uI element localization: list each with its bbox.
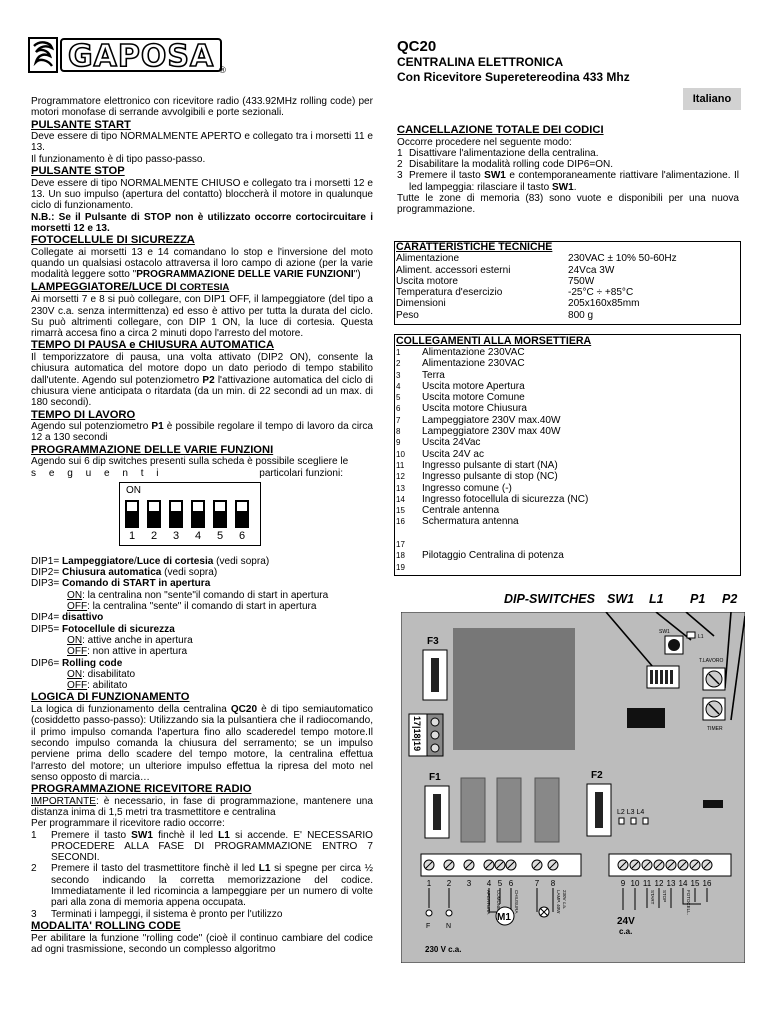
tech-key: Dimensioni <box>396 298 446 310</box>
terminal-description: Uscita motore Chiusura <box>422 403 527 415</box>
c3e: . <box>573 181 577 193</box>
dip5-prefix: DIP5= <box>31 623 62 635</box>
terminal-board-number: 12 <box>654 879 664 888</box>
tech-specs-box <box>394 241 741 325</box>
pausa-text-c: l'attivazione automatica del ciclo di chiusura viene anticipata o ritardata (da un min. di 22 secondi ad un max. di 180 secondi). <box>31 374 373 409</box>
callout-p2: P2 <box>722 592 738 606</box>
dip-num-2: 2 <box>150 529 158 542</box>
terminal-row <box>395 437 740 448</box>
terminal-row <box>395 516 740 527</box>
dip-num-4: 4 <box>194 529 202 542</box>
c3d: SW1 <box>551 181 574 193</box>
terminal-number: 6 <box>396 404 401 414</box>
tech-row <box>395 287 740 298</box>
r2c: si spegne per circa ½ secondo indicando la corretta memorizzazione del codice. Immediatamente il led ricomincia a lampeggiare per un numero di volte pari alla zona di memoria appena occupata. <box>51 863 373 909</box>
terminal-description <box>422 562 740 573</box>
dip-switch-figure <box>119 482 261 546</box>
start-heading: PULSANTE START <box>31 118 131 131</box>
foto-text <box>31 247 373 281</box>
terminal-number: 19 <box>396 562 405 572</box>
tlavoro-label: T.LAVORO <box>699 658 724 664</box>
terminal-description: Terra <box>422 369 445 381</box>
terminal-description: Alimentazione 230VAC <box>422 347 525 358</box>
dip3-on-key: ON <box>67 589 83 601</box>
terminal-description: Alimentazione 230VAC <box>422 358 525 370</box>
terminal-f-dot <box>426 910 432 916</box>
dip5-off <box>31 646 373 657</box>
stop-note: N.B.: Se il Pulsante di STOP non è utilizzato occorre cortocircuitare i morsetti 12 e 13. <box>31 211 373 234</box>
dip5-off-key: OFF <box>67 646 88 658</box>
canc-step-2-num: 2 <box>397 159 403 171</box>
lamp-heading <box>31 281 373 295</box>
terminal-description <box>422 539 740 550</box>
dip3-prefix: DIP3= <box>31 578 62 590</box>
lavoro-heading: TEMPO DI LAVORO <box>31 408 136 421</box>
left-column <box>31 96 373 955</box>
terminal-description: Ingresso pulsante di start (NA) <box>422 459 558 471</box>
terminal-row <box>395 494 740 505</box>
terminal-number: 13 <box>396 483 405 493</box>
terminal-description: Pilotaggio Centralina di potenza <box>422 550 564 562</box>
terminal-number: 14 <box>396 494 405 504</box>
dip6-prefix: DIP6= <box>31 657 62 669</box>
radio-intro: Per programmare il ricevitore radio occorre: <box>31 818 225 830</box>
terminal-board-number: 1 <box>426 879 432 888</box>
terminal-connections-box <box>394 334 741 576</box>
terminal-row <box>395 415 740 426</box>
terminal-board-number: 14 <box>678 879 688 888</box>
dip-num-1: 1 <box>128 529 136 542</box>
dip-switch-6 <box>235 500 249 528</box>
logo-graphic <box>28 36 228 74</box>
terminal-row <box>395 505 740 516</box>
fuse-f2 <box>595 792 603 828</box>
radio-heading: PROGRAMMAZIONE RICEVITORE RADIO <box>31 783 252 796</box>
start-text1: Deve essere di tipo NORMALMENTE APERTO e collegato tra i morsetti 11 e 13. <box>31 131 373 154</box>
canc-step-2-text: Disabilitare la modalità rolling code DIP6=ON. <box>409 159 614 171</box>
label-ca: c.a. <box>619 927 633 936</box>
radio-step-2 <box>31 863 373 908</box>
terminal-board-number: 11 <box>642 879 652 888</box>
dip-switch-2 <box>147 500 161 528</box>
dip6-line <box>31 658 373 669</box>
radio-step-2-num: 2 <box>31 863 37 875</box>
terminal-number <box>395 528 422 539</box>
connector-17-19-label: 17|18|19 <box>412 716 422 752</box>
dip-switch-5 <box>213 500 227 528</box>
dip5-line <box>31 624 373 635</box>
r1e: si accende. E' NECESSARIO PROCEDERE ALLA FASE DI PROGRAMMAZIONE ENTRO 7 SECONDI. <box>51 829 373 864</box>
logica-text-a: La logica di funzionamento della centralina <box>31 704 231 716</box>
dip2-suffix: (vedi sopra) <box>161 567 218 579</box>
vlabel-start: START <box>650 890 655 905</box>
c3c: e contemporaneamente riattivare l'alimentazione. Il led lampeggia: rilasciare il tasto <box>409 170 739 193</box>
tech-value: 205x160x85mm <box>568 298 640 310</box>
terminal-board-number: 4 <box>486 879 492 888</box>
r1d: L1 <box>218 829 230 841</box>
dip6-on-value: : disabilitato <box>82 668 136 680</box>
lamp-heading-a: LAMPEGGIATORE/LUCE DI <box>31 280 180 293</box>
start-text2: Il funzionamento è di tipo passo-passo. <box>31 153 206 165</box>
radio-important-text: : è necessario, in fase di programmazione, mantenere una distanza inima di 1,5 metri tra trasmettitore e centralina <box>31 795 373 818</box>
dip1-suffix: (vedi sopra) <box>213 555 270 567</box>
terminal-board-number: 16 <box>702 879 712 888</box>
dip1-name-b: Luce di cortesia <box>136 555 214 567</box>
label-n: N <box>446 923 452 930</box>
language-badge: Italiano <box>683 88 741 110</box>
terminal-row <box>395 392 740 403</box>
model-title: QC20 <box>397 38 437 55</box>
pausa-text-a: Il temporizzatore di pausa, una volta attivato (DIP2 ON), consente la chiusura automatica del motore dopo un dato periodo di tempo stabilito dall'utente. Agendo sul potenziometro <box>31 352 373 386</box>
tech-row <box>395 253 740 264</box>
terminal-description: Uscita 24Vac <box>422 437 481 449</box>
vlabel-lamp2: 230V c.a. <box>562 890 567 910</box>
terminal-description: Ingresso pulsante di stop (NC) <box>422 471 558 483</box>
tech-key: Peso <box>396 309 419 321</box>
terminal-description <box>422 528 740 539</box>
dip-on-label: ON <box>126 484 141 496</box>
fuse-f2-label: F2 <box>591 770 603 781</box>
dip3-name: Comando di START in apertura <box>62 578 211 590</box>
terminal-description: Lampeggiatore 230V max.40W <box>422 414 561 426</box>
terminal-n-dot <box>446 910 452 916</box>
vlabel-apertura: APERTURA <box>486 890 491 915</box>
ic-chip <box>627 708 665 728</box>
vlabel-chiusura: CHIUSURA <box>514 890 519 914</box>
logica-text <box>31 704 373 783</box>
logica-heading: LOGICA DI FUNZIONAMENTO <box>31 691 190 704</box>
timer-label: TIMER <box>707 726 723 732</box>
tech-row <box>395 298 740 309</box>
tech-row <box>395 276 740 287</box>
lamp-text: Ai morsetti 7 e 8 si può collegare, con DIP1 OFF, il lampeggiatore (del tipo a 230V c.a. senza intermittenza) ed esso è attivo per tutta la durata del ciclo. Su può altrimenti collegare, con DIP 1 ON, la luce di cortesia. Questa rimarrà accesa fino a circa 2 minuti dopo l'arresto del motore. <box>31 294 373 340</box>
terminal-row <box>395 358 740 369</box>
dip-switch-1 <box>125 500 139 528</box>
dip3-off-value: : la centralina "sente" il comando di start in apertura <box>87 601 317 613</box>
radio-step-3-text: Terminati i lampeggi, il sistema è pronto per l'utilizzo <box>51 908 283 920</box>
r2a: Premere il tasto del trasmettitore finchè il led <box>51 863 259 875</box>
r1a: Premere il tasto <box>51 829 132 841</box>
lavoro-text <box>31 421 373 444</box>
label-230v: 230 V c.a. <box>425 945 462 954</box>
dip1-name-a: Lampeggiatore <box>62 555 135 567</box>
dip6-off-key: OFF <box>67 680 88 692</box>
vlabel-fotocell: FOTOCELL. <box>686 890 691 915</box>
terminal-board-number: 10 <box>630 879 640 888</box>
prog-text2a: s e g u e n t i <box>31 467 164 479</box>
fuse-f1 <box>433 794 441 830</box>
dip3-off <box>31 601 373 612</box>
dip4-line <box>31 612 373 623</box>
terminal-number: 4 <box>396 381 401 391</box>
terminal-row <box>395 347 740 358</box>
radio-step-3 <box>31 909 373 920</box>
dip6-off-value: : abilitato <box>87 680 128 692</box>
canc-heading: CANCELLAZIONE TOTALE DEI CODICI <box>397 124 604 136</box>
terminal-number: 10 <box>396 449 405 459</box>
fuse-f1-label: F1 <box>429 772 441 783</box>
doc-header <box>397 38 737 85</box>
logo-brand-text: GAPOSA <box>68 39 215 74</box>
foto-text-c: ") <box>353 269 361 281</box>
pausa-text <box>31 352 373 408</box>
terminal-description: Uscita motore Comune <box>422 392 525 404</box>
lavoro-text-b: P1 <box>151 421 164 433</box>
terminal-board-number: 15 <box>690 879 700 888</box>
canc-intro: Occorre procedere nel seguente modo: <box>397 136 572 148</box>
l1-small-label: L1 <box>698 634 704 640</box>
dip6-off <box>31 680 373 691</box>
dip-num-5: 5 <box>216 529 224 542</box>
dip-list <box>31 556 373 692</box>
terminal-board-number: 13 <box>666 879 676 888</box>
relay-1 <box>461 778 485 842</box>
sw1-cap <box>668 639 680 651</box>
right-column <box>397 124 739 216</box>
canc-step-1 <box>397 148 739 159</box>
terminal-description: Uscita 24V ac <box>422 448 484 460</box>
prog-heading: PROGRAMMAZIONE DELLE VARIE FUNZIONI <box>31 443 274 456</box>
tech-value: 750W <box>568 275 595 287</box>
dip2-line <box>31 567 373 578</box>
terminal-description: Schermatura antenna <box>422 516 519 528</box>
dip1-slash: / <box>134 555 137 567</box>
tech-value: 800 g <box>568 309 594 321</box>
dip2-name: Chiusura automatica <box>62 567 162 579</box>
terminal-row <box>395 403 740 414</box>
dip-num-3: 3 <box>172 529 180 542</box>
terminal-board-number: 6 <box>508 879 514 888</box>
led-l4 <box>643 818 648 824</box>
terminal-number: 3 <box>396 370 401 380</box>
dip6-on-key: ON <box>67 668 83 680</box>
lamp-heading-b: CORTESIA <box>179 281 230 293</box>
terminal-number: 2 <box>396 359 401 369</box>
transformer <box>453 628 575 750</box>
logica-text-c: è di tipo semiautomatico (cosiddetto passo-passo): Utilizzando sia la pulsantiera che il radiocomando, il primo impulso comanda l'apertura fino allo scaderedel tempo motore.Il secondo impulso comanda la chiusura del serramento; se un impulso perviene prima dello scadere del tempo motore, la centralina effettua l'arresto del motore; un ulteriore impulso effettua la ripresa del moto nel senso opposto di marcia… <box>31 704 373 783</box>
canc-step-3-text <box>409 170 739 193</box>
terminal-board-number: 2 <box>446 879 452 888</box>
motor-m1-label: M1 <box>497 912 511 923</box>
relay-3 <box>535 778 559 842</box>
terminal-board-number: 3 <box>466 879 472 888</box>
radio-step-3-num: 3 <box>31 908 37 920</box>
radio-important-key: IMPORTANTE <box>31 795 96 807</box>
terminal-row <box>395 483 740 494</box>
morse-rows <box>395 347 740 573</box>
rolling-text: Per abilitare la funzione "rolling code" (cioè il continuo cambiare del codice ad ogni trasmissione, secondo un complesso algoritmo <box>31 932 373 955</box>
foto-heading: FOTOCELLULE DI SICUREZZA <box>31 234 195 247</box>
prog-text2b: particolari funzioni: <box>259 467 343 479</box>
radio-step-2-text <box>43 863 373 908</box>
terminal-description: Centrale antenna <box>422 505 500 517</box>
callout-dip-switches: DIP-SWITCHES <box>504 592 595 606</box>
terminal-number: 11 <box>396 460 405 470</box>
morse-heading: COLLEGAMENTI ALLA MORSETTIERA <box>396 335 592 347</box>
small-chip <box>703 800 723 808</box>
terminal-description: Ingresso comune (-) <box>422 482 512 494</box>
tech-value: -25°C ÷ +85°C <box>568 287 634 299</box>
vlabel-lamp: LAMP. 40W <box>556 890 561 914</box>
product-line1: CENTRALINA ELETTRONICA <box>397 55 564 69</box>
led-l2 <box>619 818 624 824</box>
c3b: SW1 <box>484 170 506 182</box>
terminal-number: 1 <box>396 348 401 357</box>
sw1-small-label: SW1 <box>659 629 670 635</box>
terminal-row <box>395 562 740 573</box>
terminal-number: 7 <box>396 415 401 425</box>
pin <box>431 744 439 752</box>
prog-text1: Agendo sui 6 dip switches presenti sulla scheda è possibile scegliere le <box>31 456 349 468</box>
canc-step-2 <box>397 159 739 170</box>
logica-text-b: QC20 <box>230 704 258 716</box>
canc-step-3 <box>397 170 739 193</box>
gaposa-logo <box>28 36 228 74</box>
label-24v: 24V <box>617 916 635 927</box>
rolling-heading: MODALITA' ROLLING CODE <box>31 919 181 932</box>
dip5-on-value: : attive anche in apertura <box>82 634 193 646</box>
dip1-prefix: DIP1= <box>31 555 62 567</box>
tech-row <box>395 310 740 321</box>
dip1-line <box>31 556 373 567</box>
foto-text-a: Collegate ai morsetti 13 e 14 comandano lo stop e l'inversione del moto quando un qualsiasi ostacolo attraversa il loro campo di azione (per la varie modalità leggere sotto " <box>31 246 373 281</box>
dip3-line <box>31 578 373 589</box>
leds-label: L2 L3 L4 <box>617 809 645 816</box>
terminal-row <box>395 539 740 550</box>
terminal-description: Ingresso fotocellula di sicurezza (NC) <box>422 493 589 505</box>
fuse-f3 <box>431 658 439 692</box>
tech-key: Uscita motore <box>396 275 458 287</box>
stop-heading: PULSANTE STOP <box>31 165 125 178</box>
dip6-on <box>31 669 373 680</box>
terminal-description: Lampeggiatore 230V max 40W <box>422 426 561 438</box>
logo-registered: ® <box>218 66 227 74</box>
terminal-number: 8 <box>396 427 401 437</box>
terminal-board-number: 7 <box>534 879 540 888</box>
dip4-name: disattivo <box>62 612 104 624</box>
canc-step-1-num: 1 <box>397 147 403 159</box>
dip5-off-value: : non attive in apertura <box>87 646 188 658</box>
canc-step-3-num: 3 <box>397 170 403 182</box>
radio-step-1-num: 1 <box>31 829 37 841</box>
terminal-board-number: 9 <box>620 879 626 888</box>
dip-switch-4 <box>191 500 205 528</box>
terminal-row <box>395 449 740 460</box>
dip3-on-value: : la centralina non "sente"il comando di start in apertura <box>82 589 329 601</box>
pausa-text-b: P2 <box>202 374 215 386</box>
label-f: F <box>426 923 431 930</box>
terminal-number: 12 <box>396 472 405 482</box>
terminal-number: 15 <box>396 506 405 516</box>
dip5-on-key: ON <box>67 634 83 646</box>
tech-value: 24Vca 3W <box>568 264 615 276</box>
terminal-row <box>395 471 740 482</box>
lavoro-text-a: Agendo sul potenziometro <box>31 421 152 433</box>
dip-switch-3 <box>169 500 183 528</box>
intro-text: Programmatore elettronico con ricevitore radio (433.92MHz rolling code) per motori monofase di serrande avvolgibili e porte sezionali. <box>31 96 373 119</box>
dip3-on <box>31 590 373 601</box>
c3a: Premere il tasto <box>409 170 485 182</box>
terminal-row <box>395 381 740 392</box>
board-diagram <box>401 612 745 963</box>
terminal-board-number: 5 <box>497 879 503 888</box>
callout-l1: L1 <box>649 592 664 606</box>
callout-p1: P1 <box>690 592 706 606</box>
terminal-number: 17 <box>396 540 405 550</box>
led-l3 <box>631 818 636 824</box>
terminal-number: 5 <box>396 393 401 403</box>
canc-step-1-text: Disattivare l'alimentazione della centralina. <box>409 147 599 159</box>
vlabel-stop: STOP <box>662 890 667 903</box>
tech-key: Aliment. accessori esterni <box>396 264 511 276</box>
lavoro-text-c: è possibile regolare il tempo di lavoro da circa 12 a 130 secondi <box>31 421 374 444</box>
r1c: finchè il led <box>152 829 219 841</box>
terminal-row <box>395 426 740 437</box>
terminal-row <box>395 370 740 381</box>
callout-sw1: SW1 <box>607 592 635 606</box>
fuse-f3-label: F3 <box>427 636 439 647</box>
r1b: SW1 <box>131 829 153 841</box>
led-l1 <box>687 632 695 638</box>
terminal-number: 18 <box>396 551 405 561</box>
foto-text-b: PROGRAMMAZIONE DELLE VARIE FUNZIONI <box>136 269 354 281</box>
vlabel-comune: COMUNE <box>496 890 501 910</box>
terminal-row <box>395 550 740 561</box>
terminal-row <box>395 528 740 539</box>
dip3-off-key: OFF <box>67 601 88 613</box>
product-line2: Con Ricevitore Superetereodina 433 Mhz <box>397 70 630 84</box>
pin <box>431 718 439 726</box>
tech-value: 230VAC ± 10% 50-60Hz <box>568 253 677 265</box>
dip5-on <box>31 635 373 646</box>
tech-row <box>395 265 740 276</box>
pin <box>431 731 439 739</box>
tech-heading: CARATTERISTICHE TECNICHE <box>396 241 553 253</box>
terminal-number: 16 <box>396 517 405 527</box>
terminal-number: 9 <box>396 438 401 448</box>
radio-step-1-text <box>43 830 373 864</box>
relay-2 <box>497 778 521 842</box>
pausa-heading: TEMPO DI PAUSA e CHIUSURA AUTOMATICA <box>31 339 275 352</box>
dip4-prefix: DIP4= <box>31 612 62 624</box>
terminal-board-number: 8 <box>550 879 556 888</box>
board-callout-labels <box>500 592 750 610</box>
radio-step-1 <box>31 830 373 864</box>
terminal-row <box>395 460 740 471</box>
dip2-prefix: DIP2= <box>31 567 62 579</box>
dip6-name: Rolling code <box>62 657 123 669</box>
tech-key: Alimentazione <box>396 253 460 265</box>
canc-outro: Tutte le zone di memoria (83) sono vuote e disponibili per una nuova programmazione. <box>397 193 739 216</box>
r2b: L1 <box>258 863 271 875</box>
stop-text: Deve essere di tipo NORMALMENTE CHIUSO e collegato tra i morsetti 12 e 13. Un suo impulso (apertura del contatto) bloccherà il motore in qualunque ciclo di funzionamento. <box>31 177 373 212</box>
dip-num-6: 6 <box>238 529 246 542</box>
terminal-description: Uscita motore Apertura <box>422 380 525 392</box>
radio-important <box>31 796 373 819</box>
prog-text2 <box>31 468 373 479</box>
dip5-name: Fotocellule di sicurezza <box>62 623 175 635</box>
tech-key: Temperatura d'esercizio <box>396 287 503 299</box>
